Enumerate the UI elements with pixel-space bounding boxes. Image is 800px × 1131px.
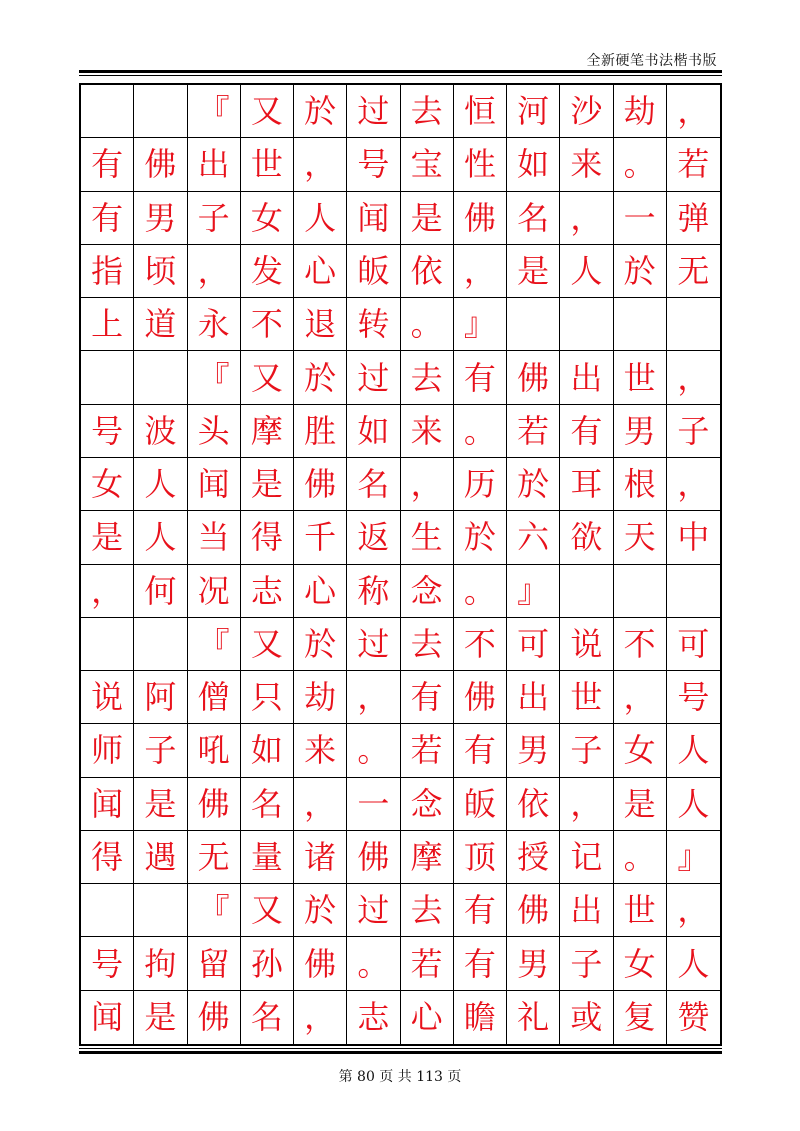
grid-cell: 念 <box>401 778 454 831</box>
grid-cell: 赞 <box>677 998 710 1037</box>
grid-cell: 得 <box>81 831 134 884</box>
grid-cell: 子 <box>560 937 613 990</box>
grid-cell <box>560 298 613 351</box>
grid-cell: ， <box>560 192 613 245</box>
grid-cell: 有 <box>560 405 613 458</box>
grid-cell: 沙 <box>560 85 613 138</box>
grid-cell: 瞻 <box>454 991 507 1044</box>
grid-cell: 返 <box>347 511 400 564</box>
header-rule-thin <box>79 75 722 76</box>
grid-cell: 耳 <box>560 458 613 511</box>
grid-cell: 子 <box>560 724 613 777</box>
grid-cell <box>667 565 720 618</box>
grid-cell: 天 <box>614 511 667 564</box>
grid-cell: 男 <box>507 937 560 990</box>
grid-cell: ， <box>560 778 613 831</box>
grid-cell: 『 <box>188 85 241 138</box>
grid-cell: 拘 <box>134 937 187 990</box>
grid-cell: 是 <box>134 778 187 831</box>
grid-cell: 於 <box>294 884 347 937</box>
grid-cell: 顷 <box>134 245 187 298</box>
grid-cell: 出 <box>188 138 241 191</box>
grid-cell: 佛 <box>347 831 400 884</box>
grid-cell: 人 <box>134 458 187 511</box>
grid-cell: 留 <box>188 937 241 990</box>
grid-cell: 男 <box>507 724 560 777</box>
grid-cell: 人 <box>560 245 613 298</box>
grid-cell: 闻 <box>81 778 134 831</box>
grid-cell: 僧 <box>188 671 241 724</box>
grid-cell: 无 <box>667 245 720 298</box>
grid-cell: 於 <box>507 458 560 511</box>
grid-cell: ， <box>294 138 347 191</box>
grid-cell: 诸 <box>294 831 347 884</box>
grid-cell: 河 <box>507 85 560 138</box>
grid-cell: 於 <box>294 618 347 671</box>
grid-cell: 出 <box>560 351 613 404</box>
grid-cell: 号 <box>81 405 134 458</box>
grid-cell: 可 <box>507 618 560 671</box>
grid-cell: 有 <box>454 351 507 404</box>
grid-cell: 人 <box>294 192 347 245</box>
grid-cell: 心 <box>294 565 347 618</box>
grid-cell: 顶 <box>454 831 507 884</box>
grid-cell: 去 <box>401 85 454 138</box>
grid-cell: ， <box>454 245 507 298</box>
grid-cell <box>81 85 134 138</box>
grid-cell: 男 <box>614 405 667 458</box>
grid-cell: 有 <box>454 724 507 777</box>
grid-cell: 佛 <box>294 458 347 511</box>
grid-cell: 世 <box>614 351 667 404</box>
grid-cell: 发 <box>241 245 294 298</box>
grid-cell: 宝 <box>401 138 454 191</box>
grid-cell <box>81 884 134 937</box>
grid-cell: 佛 <box>507 884 560 937</box>
grid-cell <box>134 351 187 404</box>
grid-cell: 世 <box>614 884 667 937</box>
grid-cell: 。 <box>454 565 507 618</box>
grid-cell: 有 <box>454 884 507 937</box>
grid-cell: 退 <box>294 298 347 351</box>
grid-cell: 闻 <box>347 192 400 245</box>
grid-cell: 当 <box>188 511 241 564</box>
grid-cell: ， <box>188 245 241 298</box>
grid-cell: 何 <box>134 565 187 618</box>
grid-cell: 佛 <box>454 671 507 724</box>
grid-cell: 说 <box>81 671 134 724</box>
grid-cell <box>134 85 187 138</box>
grid-cell: 过 <box>347 85 400 138</box>
grid-cell: 又 <box>241 85 294 138</box>
grid-cell: 『 <box>188 351 241 404</box>
grid-cell <box>134 618 187 671</box>
grid-cell: 。 <box>347 724 400 777</box>
grid-cell: 量 <box>241 831 294 884</box>
grid-cell: 六 <box>507 511 560 564</box>
grid-cell <box>81 618 134 671</box>
grid-cell: 出 <box>560 884 613 937</box>
grid-cell: 是 <box>134 991 187 1044</box>
grid-cell: 男 <box>134 192 187 245</box>
grid-cell: 。 <box>401 298 454 351</box>
grid-cell: 或 <box>560 991 613 1044</box>
grid-cell: 来 <box>560 138 613 191</box>
grid-cell: 世 <box>241 138 294 191</box>
grid-cell: 如 <box>347 405 400 458</box>
grid-cell: 。 <box>614 138 667 191</box>
grid-cell: 是 <box>401 192 454 245</box>
grid-cell: 世 <box>560 671 613 724</box>
grid-cell: 又 <box>241 618 294 671</box>
grid-cell: 有 <box>401 671 454 724</box>
grid-cell: 头 <box>188 405 241 458</box>
grid-cell: 人 <box>667 937 720 990</box>
grid-cell: 摩 <box>241 405 294 458</box>
page-number: 第 80 页 共 113 页 <box>338 1069 462 1085</box>
grid-cell: 历 <box>454 458 507 511</box>
grid-cell: 』 <box>454 298 507 351</box>
grid-cell: ， <box>667 85 720 138</box>
grid-cell: 过 <box>347 351 400 404</box>
grid-cell: 来 <box>294 724 347 777</box>
grid-cell: 子 <box>188 192 241 245</box>
footer-rule <box>79 1051 722 1054</box>
grid-cell: 』 <box>507 565 560 618</box>
grid-cell: 人 <box>667 778 720 831</box>
grid-cell: ， <box>614 671 667 724</box>
grid-cell: 号 <box>667 671 720 724</box>
grid-cell: 师 <box>81 724 134 777</box>
grid-cell: 称 <box>347 565 400 618</box>
grid-cell: 得 <box>241 511 294 564</box>
grid-cell: 佛 <box>454 192 507 245</box>
grid-cell: 念 <box>401 565 454 618</box>
grid-cell: 转 <box>347 298 400 351</box>
grid-cell: 吼 <box>188 724 241 777</box>
grid-cell: 说 <box>560 618 613 671</box>
grid-cell: 授 <box>507 831 560 884</box>
grid-cell: 欲 <box>560 511 613 564</box>
grid-cell: 。 <box>614 831 667 884</box>
grid-cell: 来 <box>401 405 454 458</box>
grid-cell <box>667 298 720 351</box>
grid-cell: 根 <box>614 458 667 511</box>
grid-cell: ， <box>667 351 720 404</box>
grid-cell: 是 <box>241 458 294 511</box>
grid-cell <box>560 565 613 618</box>
grid-cell: 心 <box>294 245 347 298</box>
grid-cell: 名 <box>241 778 294 831</box>
grid-cell: 佛 <box>188 991 241 1044</box>
grid-cell: 志 <box>241 565 294 618</box>
grid-cell: 如 <box>241 724 294 777</box>
grid-cell: 子 <box>134 724 187 777</box>
grid-cell: 『 <box>188 884 241 937</box>
grid-cell: 若 <box>507 405 560 458</box>
grid-cell: 有 <box>81 192 134 245</box>
grid-cell: 波 <box>134 405 187 458</box>
grid-cell: 是 <box>81 511 134 564</box>
grid-cell: 若 <box>667 138 720 191</box>
grid-cell: 劫 <box>294 671 347 724</box>
grid-cell: ， <box>81 565 134 618</box>
grid-cell: 有 <box>81 138 134 191</box>
grid-cell: 是 <box>507 245 560 298</box>
grid-cell: 千 <box>294 511 347 564</box>
grid-cell: 皈 <box>347 245 400 298</box>
grid-cell: 。 <box>454 405 507 458</box>
grid-cell: 弹 <box>667 192 720 245</box>
header-rule <box>79 70 722 73</box>
grid-cell: 复 <box>614 991 667 1044</box>
grid-cell: 又 <box>241 351 294 404</box>
grid-cell: 只 <box>241 671 294 724</box>
grid-cell: 生 <box>401 511 454 564</box>
grid-cell: 去 <box>401 618 454 671</box>
grid-cell: 依 <box>507 778 560 831</box>
grid-cell: 女 <box>241 192 294 245</box>
grid-cell: 人 <box>134 511 187 564</box>
grid-cell: 闻 <box>188 458 241 511</box>
grid-cell: 无 <box>188 831 241 884</box>
grid-cell: 於 <box>614 245 667 298</box>
grid-cell: 遇 <box>134 831 187 884</box>
grid-cell: 如 <box>507 138 560 191</box>
grid-cell: 摩 <box>401 831 454 884</box>
grid-cell: 若 <box>401 724 454 777</box>
grid-cell: 可 <box>667 618 720 671</box>
grid-cell: 佛 <box>134 138 187 191</box>
grid-cell: 上 <box>81 298 134 351</box>
grid-cell: 不 <box>614 618 667 671</box>
calligraphy-grid <box>79 83 722 1046</box>
grid-cell: 女 <box>81 458 134 511</box>
grid-cell: 女 <box>614 937 667 990</box>
grid-cell: 况 <box>188 565 241 618</box>
grid-cell: 名 <box>507 192 560 245</box>
grid-cell: 一 <box>347 778 400 831</box>
grid-cell: 佛 <box>188 778 241 831</box>
grid-cell: 心 <box>401 991 454 1044</box>
grid-cell: 女 <box>614 724 667 777</box>
grid-cell: 道 <box>134 298 187 351</box>
grid-cell: 出 <box>507 671 560 724</box>
grid-cell: 闻 <box>81 991 134 1044</box>
grid-cell: 『 <box>188 618 241 671</box>
grid-cell: 号 <box>81 937 134 990</box>
grid-cell: ， <box>667 884 720 937</box>
grid-cell: ， <box>347 671 400 724</box>
grid-cell: 永 <box>188 298 241 351</box>
grid-cell: 劫 <box>614 85 667 138</box>
grid-cell <box>81 351 134 404</box>
grid-cell: 皈 <box>454 778 507 831</box>
grid-cell: 佛 <box>294 937 347 990</box>
grid-cell: 过 <box>347 884 400 937</box>
grid-cell <box>134 884 187 937</box>
grid-cell: 不 <box>241 298 294 351</box>
grid-cell: ， <box>667 458 720 511</box>
grid-cell: 去 <box>401 884 454 937</box>
grid-cell: 胜 <box>294 405 347 458</box>
grid-cell: 礼 <box>507 991 560 1044</box>
grid-cell: 有 <box>454 937 507 990</box>
grid-cell: 子 <box>667 405 720 458</box>
grid-cell: 阿 <box>134 671 187 724</box>
grid-cell: 佛 <box>507 351 560 404</box>
grid-cell: 。 <box>347 937 400 990</box>
grid-cell: 於 <box>294 85 347 138</box>
grid-cell <box>614 565 667 618</box>
grid-cell: 性 <box>454 138 507 191</box>
grid-cell <box>614 298 667 351</box>
grid-cell: 恒 <box>454 85 507 138</box>
grid-cell: 孙 <box>241 937 294 990</box>
book-title: 全新硬笔书法楷书版 <box>586 53 717 69</box>
grid-cell: 过 <box>347 618 400 671</box>
grid-cell: 又 <box>241 884 294 937</box>
grid-cell: 是 <box>614 778 667 831</box>
grid-cell: 中 <box>667 511 720 564</box>
grid-cell: 依 <box>401 245 454 298</box>
grid-cell: 去 <box>401 351 454 404</box>
grid-cell: ， <box>294 778 347 831</box>
grid-cell: ， <box>294 991 347 1044</box>
grid-cell: 於 <box>294 351 347 404</box>
grid-cell: 名 <box>241 991 294 1044</box>
grid-cell: 若 <box>401 937 454 990</box>
grid-cell: 不 <box>454 618 507 671</box>
grid-cell <box>507 298 560 351</box>
grid-cell: ， <box>401 458 454 511</box>
grid-cell: 志 <box>347 991 400 1044</box>
footer-rule-thin <box>79 1048 722 1049</box>
grid-cell: 记 <box>560 831 613 884</box>
grid-cell: 人 <box>667 724 720 777</box>
grid-cell: 号 <box>347 138 400 191</box>
grid-cell: 』 <box>667 831 720 884</box>
grid-cell: 名 <box>347 458 400 511</box>
grid-cell: 指 <box>81 245 134 298</box>
grid-cell: 一 <box>614 192 667 245</box>
grid-cell: 於 <box>454 511 507 564</box>
